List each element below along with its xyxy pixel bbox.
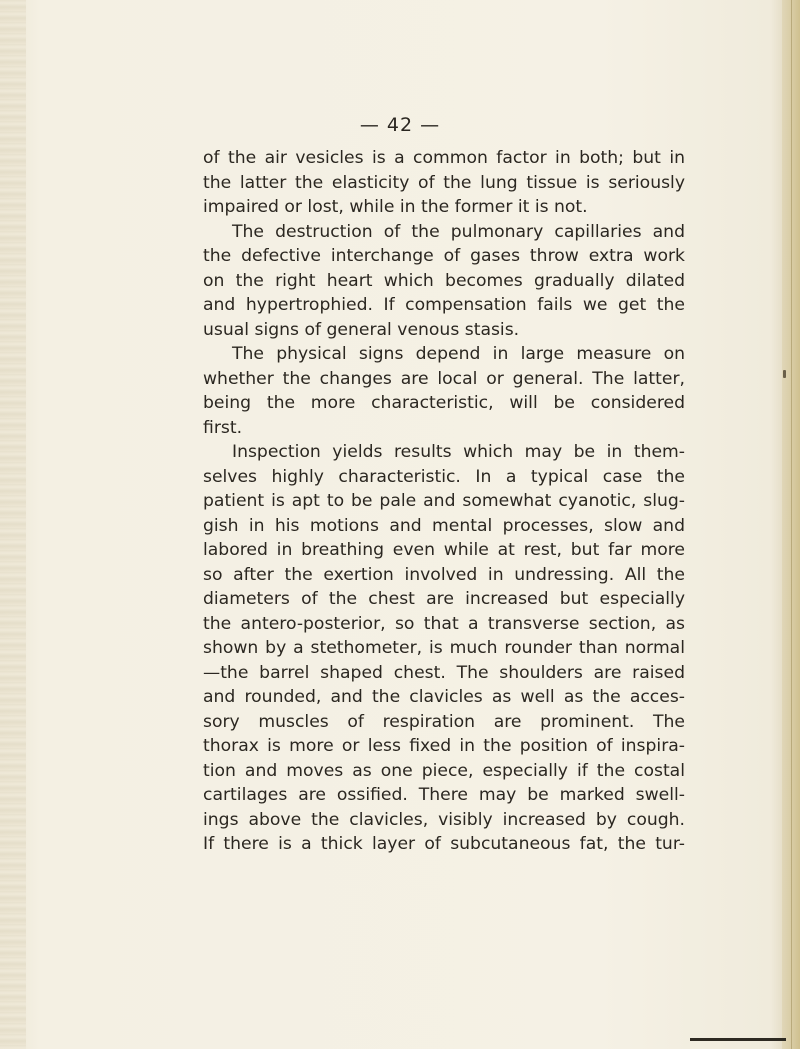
text-line: The physical signs depend in large measure on <box>232 344 685 364</box>
text-line: —the barrel shaped chest. The shoulders are raised <box>203 662 685 683</box>
bottom-rule <box>690 1038 786 1041</box>
text-line: Inspection yields results which may be in them- <box>232 442 685 462</box>
text-line: being the more characteristic, will be considered <box>203 393 685 413</box>
text-line: sory muscles of respiration are prominent. The <box>203 711 685 732</box>
text-line: cartilages are ossified. There may be marked swell- <box>203 785 685 805</box>
text-line: ings above the clavicles, visibly increased by cough. <box>203 809 685 830</box>
text-line: and rounded, and the clavicles as well as the acces- <box>203 687 685 707</box>
text-line: of the air vesicles is a common factor in both; but in <box>203 148 685 168</box>
text-line: The destruction of the pulmonary capillaries and <box>232 221 685 242</box>
text-line: tion and moves as one piece, especially if the costal <box>203 760 685 781</box>
text-line: impaired or lost, while in the former it is not. <box>203 197 588 217</box>
text-line: thorax is more or less fixed in the position of inspira- <box>203 736 685 756</box>
page-gutter <box>782 0 800 1049</box>
gutter-spine-line <box>791 0 792 1049</box>
page-number: — 42 — <box>359 114 441 136</box>
text-line: and hypertrophied. If compensation fails we get the <box>203 295 685 315</box>
text-line: shown by a stethometer, is much rounder than normal <box>203 638 685 658</box>
body-text <box>203 146 685 857</box>
text-line: patient is apt to be pale and somewhat cyanotic, slug- <box>203 491 685 511</box>
text-line: selves highly characteristic. In a typical case the <box>203 466 685 487</box>
text-line: so after the exertion involved in undressing. All the <box>203 564 685 585</box>
text-line: If there is a thick layer of subcutaneous fat, the tur- <box>203 834 685 854</box>
text-line: usual signs of general venous stasis. <box>203 319 520 340</box>
text-line: labored in breathing even while at rest, but far more <box>203 540 685 560</box>
text-line: the latter the elasticity of the lung tissue is seriously <box>203 172 685 193</box>
text-line: whether the changes are local or general. The latter, <box>203 368 685 389</box>
text-line: diameters of the chest are increased but especially <box>203 589 685 609</box>
gutter-mark <box>783 370 786 378</box>
text-line: on the right heart which becomes gradually dilated <box>203 270 685 291</box>
text-line: gish in his motions and mental processes, slow and <box>203 515 685 536</box>
page-left-edge <box>0 0 26 1049</box>
text-line: first. <box>203 417 243 438</box>
text-line: the antero-posterior, so that a transverse section, as <box>203 613 685 634</box>
text-line: the defective interchange of gases throw extra work <box>203 246 685 266</box>
